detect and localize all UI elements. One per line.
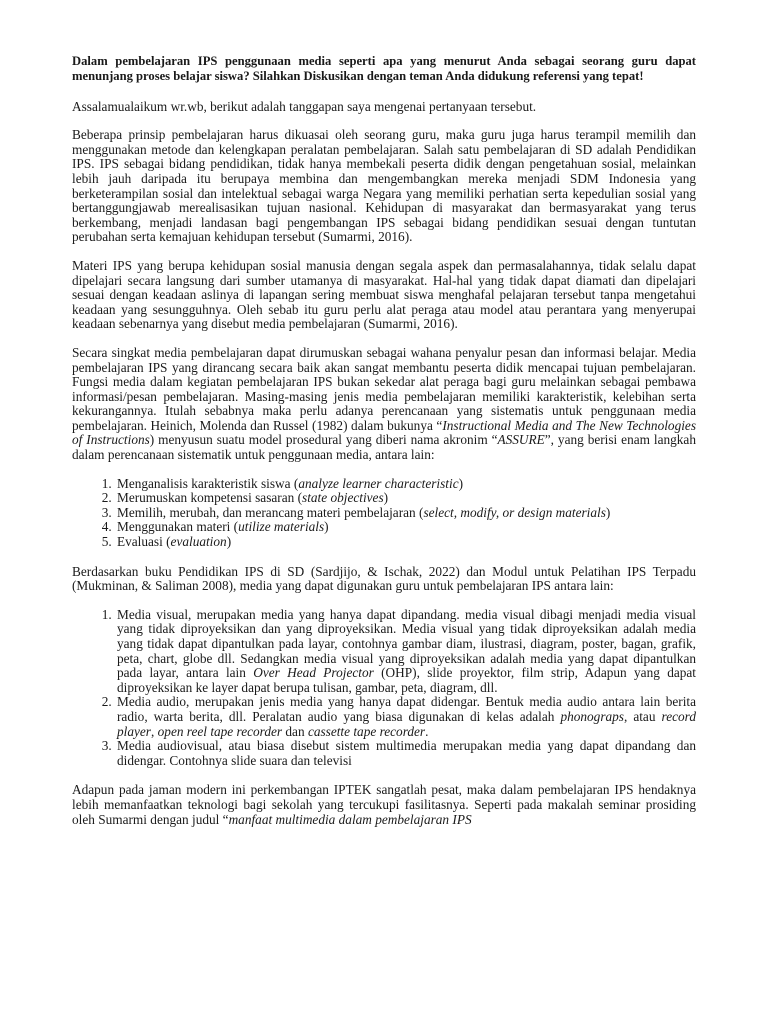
list-item-visual-media: 1. Media visual, merupakan media yang hanya dapat dipandang. media visual dibagi menjadi media visual yang tidak diproyeksikan dan yang diproyeksikan. Media visual yang tidak diproyeksikan adalah media yang tidak dapat dipantulkan pada layar, contohnya gambar diam, ilustrasi, diagram, poster, bagan, grafik, peta, chart, globe dll. Sedangkan media visual yang diproyeksikan adalah media yang dapat dipantulkan pada layar, antara lain Over Head Projector (OHP), slide proyektor, film strip, Adapun yang dapat diproyeksikan ke layer dapat berupa tulisan, gambar, peta, diagram, dll. bbox=[115, 608, 696, 696]
paragraph-modern-technology: Adapun pada jaman modern ini perkembangan IPTEK sangatlah pesat, maka dalam pembelajaran IPS hendaknya lebih memanfaatkan teknologi bagi sekolah yang tercukupi fasilitasnya. Seperti pada makalah seminar prosiding oleh Sumarmi dengan judul “manfaat multimedia dalam pembelajaran IPS bbox=[72, 782, 696, 827]
list-item: 3. Memilih, merubah, dan merancang materi pembelajaran (select, modify, or design materials) bbox=[115, 506, 696, 521]
list-item: 4. Menggunakan materi (utilize materials) bbox=[115, 520, 696, 535]
book-title: Instructional Media and The New Technologies of Instructions bbox=[72, 417, 696, 448]
greeting-paragraph: Assalamualaikum wr.wb, berikut adalah tanggapan saya mengenai pertanyaan tersebut. bbox=[72, 98, 537, 114]
paragraph-media-sources: Berdasarkan buku Pendidikan IPS di SD (Sardjijo, & Ischak, 2022) dan Modul untuk Pelatihan IPS Terpadu (Mukminan, & Saliman 2008), media yang dapat digunakan guru untuk pembelajaran IPS antara lain: bbox=[72, 563, 696, 594]
paragraph-media-definition: Secara singkat media pembelajaran dapat dirumuskan sebagai wahana penyalur pesan dan informasi belajar. Media pembelajaran IPS yang dirancang secara baik akan sangat membantu peserta didik mencapai tujuan pembelajaran. Fungsi media dalam kegiatan pembelajaran IPS bukan sekedar alat peraga bagi guru melainkan sebagai pembawa informasi/pesan pembelajaran. Masing-masing jenis media pembelajaran memiliki karakteristik, kelebihan serta kekurangannya. Itulah sebabnya maka perlu adanya perencanaan yang sistematis untuk penggunaan media pembelajaran. Heinich, Molenda dan Russel (1982) dalam bukunya “Instructional Media and The New Technologies of Instructions) menyusun suatu model prosedural yang diberi nama akronim “ASSURE”, yang berisi enam langkah dalam perencanaan sistematik untuk penggunaan media, antara lain: bbox=[72, 344, 696, 463]
media-types-list bbox=[72, 608, 696, 769]
list-item: 2. Merumuskan kompetensi sasaran (state objectives) bbox=[115, 491, 696, 506]
list-item-audiovisual-media: 3. Media audiovisual, atau biasa disebut sistem multimedia merupakan media yang dapat dipandang dan didengar. Contohnya slide suara dan televisi bbox=[115, 739, 696, 768]
discussion-question: Dalam pembelajaran IPS penggunaan media seperti apa yang menurut Anda sebagai seorang guru dapat menunjang proses belajar siswa? Silahkan Diskusikan dengan teman Anda didukung referensi yang tepat! bbox=[72, 54, 696, 83]
assure-acronym: ASSURE bbox=[497, 432, 545, 448]
list-item-audio-media: 2. Media audio, merupakan jenis media yang hanya dapat didengar. Bentuk media audio antara lain berita radio, warta berita, dll. Peralatan audio yang biasa digunakan di kelas adalah phonograps, atau record player, open reel tape recorder dan cassette tape recorder. bbox=[115, 695, 696, 739]
assure-steps-list bbox=[72, 477, 696, 550]
paper-title: manfaat multimedia dalam pembelajaran IPS bbox=[228, 811, 472, 827]
paragraph-social-material: Materi IPS yang berupa kehidupan sosial manusia dengan segala aspek dan permasalahannya, tidak selalu dapat dipelajari secara langsung dari sumber utamanya di masyarakat. Hal-hal yang tidak dapat diamati dan dipelajari sesuai dengan keadaan aslinya di lapangan sering membuat siswa menghafal pelajaran tersebut tanpa mengetahui keadaan yang sesungguhnya. Oleh sebab itu guru perlu alat peraga atau model atau perantara yang menyerupai keadaan sebenarnya yang disebut media pembelajaran (Sumarmi, 2016). bbox=[72, 257, 696, 332]
list-item: 1. Menganalisis karakteristik siswa (analyze learner characteristic) bbox=[115, 477, 696, 492]
paragraph-principles: Beberapa prinsip pembelajaran harus dikuasai oleh seorang guru, maka guru juga harus terampil memilih dan menggunakan metode dan kelengkapan peralatan pembelajaran. Salah satu pembelajaran di SD adalah Pendidikan IPS. IPS sebagai bidang pendidikan, tidak hanya membekali peserta didik dengan pengetahuan sosial, melainkan lebih jauh daripada itu berupaya membina dan mengembangkan mereka menjadi SDM Indonesia yang berketerampilan sosial dan intelektual sebagai warga Negara yang memiliki perhatian serta kepedulian sosial yang bertanggungjawab merealisasikan tujuan nasional. Kehidupan di masyarakat dan bermasyarakat yang terus berkembang, menjadi landasan bagi pengembangan IPS sebagai bidang pendidikan sesuai dengan tuntutan perubahan serta kemajuan kehidupan tersebut (Sumarmi, 2016). bbox=[72, 127, 696, 245]
list-item: 5. Evaluasi (evaluation) bbox=[115, 535, 696, 550]
